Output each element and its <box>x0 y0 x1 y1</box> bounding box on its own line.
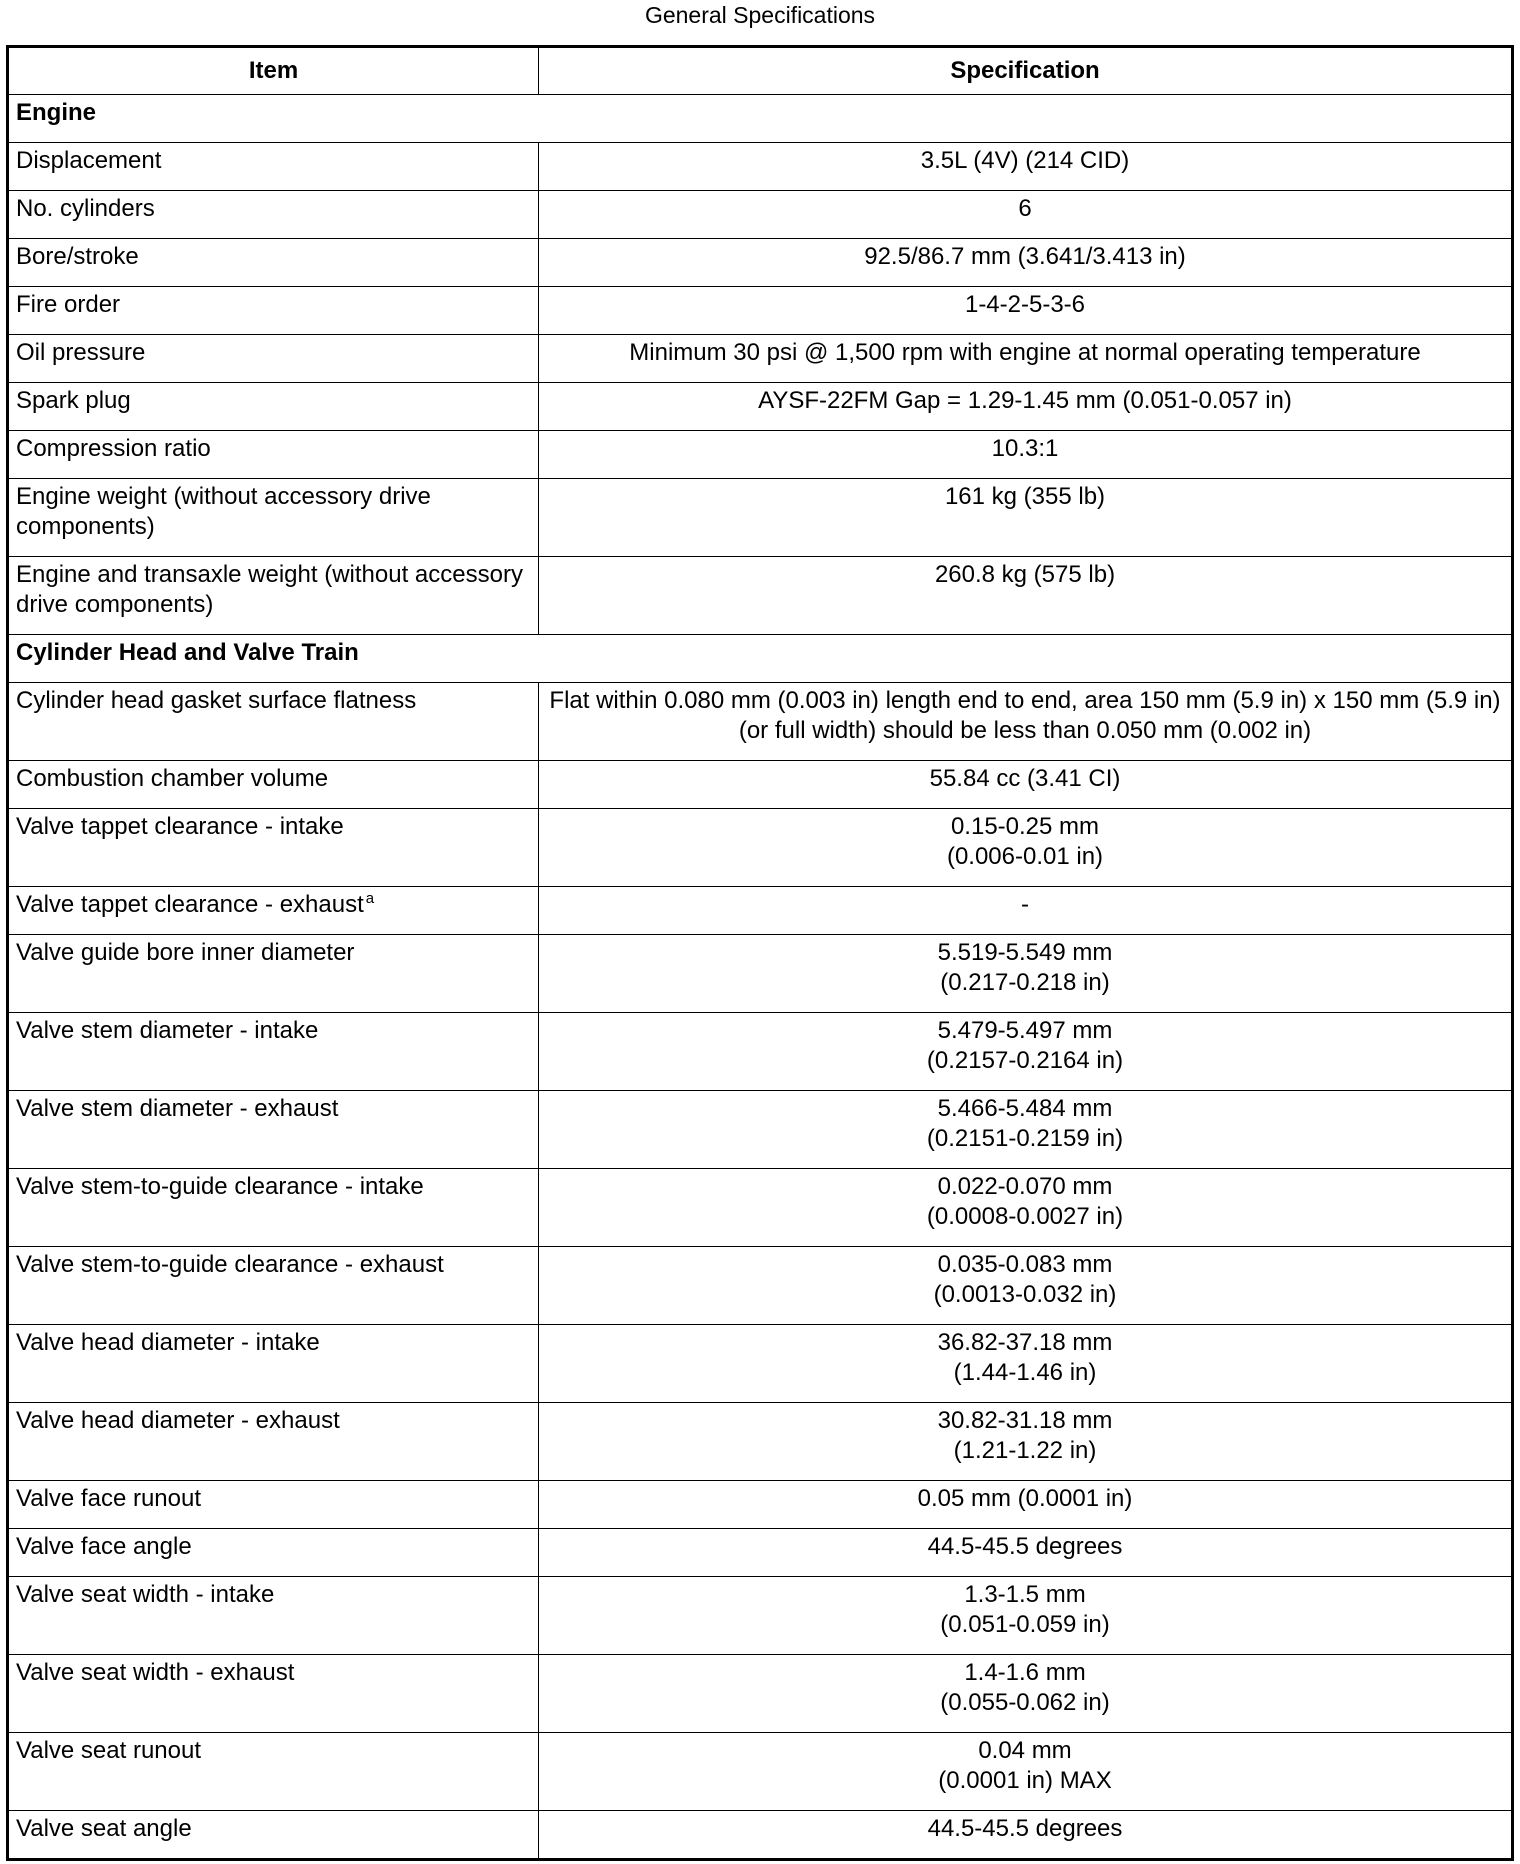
specification-value: (0.2151-0.2159 in) <box>926 1125 1124 1152</box>
item-cell <box>8 239 539 287</box>
specification-cell <box>539 809 1513 887</box>
item-cell <box>8 1169 539 1247</box>
column-header-item: Item <box>8 47 539 95</box>
specification-value: 1.4-1.6 mm <box>964 1659 1086 1686</box>
item-cell <box>8 191 539 239</box>
item-label: Valve head diameter - exhaust <box>16 1407 340 1434</box>
specification-cell <box>539 761 1513 809</box>
specifications-table <box>6 45 1514 1861</box>
table-row <box>8 1325 1513 1403</box>
specification-value: Flat within 0.080 mm (0.003 in) length end to end, area 150 mm (5.9 in) x 150 mm (5.9 in) (or full width) should be less than 0.050 mm (0.002 in) <box>549 687 1501 744</box>
specification-cell <box>539 1013 1513 1091</box>
section-header-row-engine <box>8 95 1513 143</box>
item-label: Engine weight (without accessory drive components) <box>16 483 431 540</box>
specification-value: (0.055-0.062 in) <box>940 1689 1110 1716</box>
item-cell <box>8 1325 539 1403</box>
specification-cell <box>539 239 1513 287</box>
specification-cell <box>539 1169 1513 1247</box>
specification-value: 3.5L (4V) (214 CID) <box>920 147 1130 174</box>
specification-value: 44.5-45.5 degrees <box>927 1815 1123 1842</box>
table-row <box>8 1577 1513 1655</box>
table-row <box>8 335 1513 383</box>
item-label: Bore/stroke <box>16 243 139 270</box>
item-cell <box>8 1247 539 1325</box>
specification-cell <box>539 1577 1513 1655</box>
table-row <box>8 557 1513 635</box>
item-label: No. cylinders <box>16 195 155 222</box>
item-label: Valve seat width - intake <box>16 1581 275 1608</box>
specification-value: (0.006-0.01 in) <box>946 843 1104 870</box>
item-label: Valve seat angle <box>16 1815 192 1842</box>
specification-value: 5.519-5.549 mm <box>937 939 1113 966</box>
specification-cell <box>539 479 1513 557</box>
item-label: Valve stem-to-guide clearance - intake <box>16 1173 424 1200</box>
specification-cell <box>539 1091 1513 1169</box>
specification-cell <box>539 1403 1513 1481</box>
specification-cell <box>539 1529 1513 1577</box>
table-row <box>8 1247 1513 1325</box>
item-label: Combustion chamber volume <box>16 765 329 792</box>
specification-cell <box>539 287 1513 335</box>
section-title: Cylinder Head and Valve Train <box>8 635 1513 683</box>
item-cell <box>8 1655 539 1733</box>
item-label: Cylinder head gasket surface flatness <box>16 687 417 714</box>
item-cell <box>8 1811 539 1860</box>
specification-value: (0.051-0.059 in) <box>940 1611 1110 1638</box>
item-label: Compression ratio <box>16 435 211 462</box>
table-row <box>8 431 1513 479</box>
specification-value: (1.44-1.46 in) <box>953 1359 1097 1386</box>
item-cell <box>8 1013 539 1091</box>
item-label: Valve guide bore inner diameter <box>16 939 355 966</box>
item-label: Fire order <box>16 291 121 318</box>
footnote-marker: a <box>365 890 375 907</box>
specification-cell <box>539 1655 1513 1733</box>
item-cell <box>8 887 539 935</box>
specification-value: 0.035-0.083 mm <box>937 1251 1113 1278</box>
specification-value: Minimum 30 psi @ 1,500 rpm with engine at normal operating temperature <box>629 339 1421 366</box>
specification-value: 161 kg (355 lb) <box>944 483 1106 510</box>
item-cell <box>8 1529 539 1577</box>
specification-value: 0.05 mm (0.0001 in) <box>917 1485 1133 1512</box>
specification-cell <box>539 335 1513 383</box>
item-label: Valve tappet clearance - intake <box>16 813 344 840</box>
item-cell <box>8 557 539 635</box>
table-row <box>8 1481 1513 1529</box>
specification-cell <box>539 143 1513 191</box>
specification-cell <box>539 191 1513 239</box>
table-row <box>8 143 1513 191</box>
table-row <box>8 1091 1513 1169</box>
column-header-specification: Specification <box>539 47 1513 95</box>
table-row <box>8 239 1513 287</box>
specification-value: 55.84 cc (3.41 CI) <box>929 765 1121 792</box>
item-label: Displacement <box>16 147 162 174</box>
table-row <box>8 1655 1513 1733</box>
table-row <box>8 935 1513 1013</box>
specification-value: 1.3-1.5 mm <box>964 1581 1086 1608</box>
table-row <box>8 1403 1513 1481</box>
specification-value: 10.3:1 <box>991 435 1059 462</box>
item-cell <box>8 479 539 557</box>
specification-value: 0.04 mm <box>978 1737 1072 1764</box>
table-row <box>8 1529 1513 1577</box>
section-title: Engine <box>8 95 1513 143</box>
item-cell <box>8 1733 539 1811</box>
specification-value: (0.0013-0.032 in) <box>933 1281 1117 1308</box>
specification-value: 30.82-31.18 mm <box>937 1407 1113 1434</box>
specification-value: (1.21-1.22 in) <box>953 1437 1097 1464</box>
specification-value: (0.2157-0.2164 in) <box>926 1047 1124 1074</box>
table-header-row <box>8 47 1513 95</box>
item-cell <box>8 683 539 761</box>
item-label: Valve face runout <box>16 1485 202 1512</box>
specification-value: (0.0001 in) MAX <box>938 1767 1112 1794</box>
item-cell <box>8 809 539 887</box>
specification-value: 5.479-5.497 mm <box>937 1017 1113 1044</box>
table-row <box>8 1811 1513 1860</box>
specification-cell <box>539 1733 1513 1811</box>
specification-cell <box>539 557 1513 635</box>
item-cell <box>8 1577 539 1655</box>
item-label: Valve stem diameter - exhaust <box>16 1095 339 1122</box>
item-label: Oil pressure <box>16 339 146 366</box>
specification-value: 0.15-0.25 mm <box>950 813 1100 840</box>
table-row <box>8 1169 1513 1247</box>
specification-cell <box>539 383 1513 431</box>
specification-value: AYSF-22FM Gap = 1.29-1.45 mm (0.051-0.057 in) <box>758 387 1292 414</box>
item-cell <box>8 1091 539 1169</box>
table-row <box>8 191 1513 239</box>
specification-value: 5.466-5.484 mm <box>937 1095 1113 1122</box>
section-header-row-cylinder-head-and-valve-train <box>8 635 1513 683</box>
specification-value: 44.5-45.5 degrees <box>927 1533 1123 1560</box>
item-label: Valve seat runout <box>16 1737 202 1764</box>
specification-value: (0.0008-0.0027 in) <box>926 1203 1124 1230</box>
item-label: Spark plug <box>16 387 131 414</box>
table-row <box>8 887 1513 935</box>
item-cell <box>8 1481 539 1529</box>
table-row <box>8 1013 1513 1091</box>
specification-cell <box>539 935 1513 1013</box>
specification-value: 1-4-2-5-3-6 <box>964 291 1086 318</box>
item-label: Valve head diameter - intake <box>16 1329 320 1356</box>
specification-value: 92.5/86.7 mm (3.641/3.413 in) <box>864 243 1186 270</box>
table-row <box>8 809 1513 887</box>
table-row <box>8 287 1513 335</box>
specification-cell <box>539 431 1513 479</box>
specification-value: 36.82-37.18 mm <box>937 1329 1113 1356</box>
item-label: Valve face angle <box>16 1533 192 1560</box>
item-label: Valve stem diameter - intake <box>16 1017 319 1044</box>
item-cell <box>8 431 539 479</box>
specification-cell <box>539 887 1513 935</box>
table-body <box>8 95 1513 1860</box>
item-cell <box>8 335 539 383</box>
specification-cell <box>539 1811 1513 1860</box>
item-label: Valve stem-to-guide clearance - exhaust <box>16 1251 444 1278</box>
specification-value: (0.217-0.218 in) <box>940 969 1110 996</box>
document-title: General Specifications <box>644 2 876 28</box>
item-cell <box>8 935 539 1013</box>
item-cell <box>8 143 539 191</box>
item-cell <box>8 287 539 335</box>
item-cell <box>8 761 539 809</box>
specification-cell <box>539 683 1513 761</box>
table-row <box>8 383 1513 431</box>
item-cell <box>8 1403 539 1481</box>
table-row <box>8 1733 1513 1811</box>
specification-cell <box>539 1325 1513 1403</box>
specification-value: 260.8 kg (575 lb) <box>934 561 1116 588</box>
specification-cell <box>539 1247 1513 1325</box>
specification-value: 0.022-0.070 mm <box>937 1173 1113 1200</box>
table-row <box>8 761 1513 809</box>
specification-value: 6 <box>1018 195 1032 222</box>
specification-cell <box>539 1481 1513 1529</box>
item-label: Valve seat width - exhaust <box>16 1659 295 1686</box>
item-label: Valve tappet clearance - exhaust <box>16 891 364 918</box>
table-row <box>8 683 1513 761</box>
specification-value: - <box>1021 891 1029 918</box>
item-cell <box>8 383 539 431</box>
item-label: Engine and transaxle weight (without accessory drive components) <box>16 561 523 618</box>
table-row <box>8 479 1513 557</box>
